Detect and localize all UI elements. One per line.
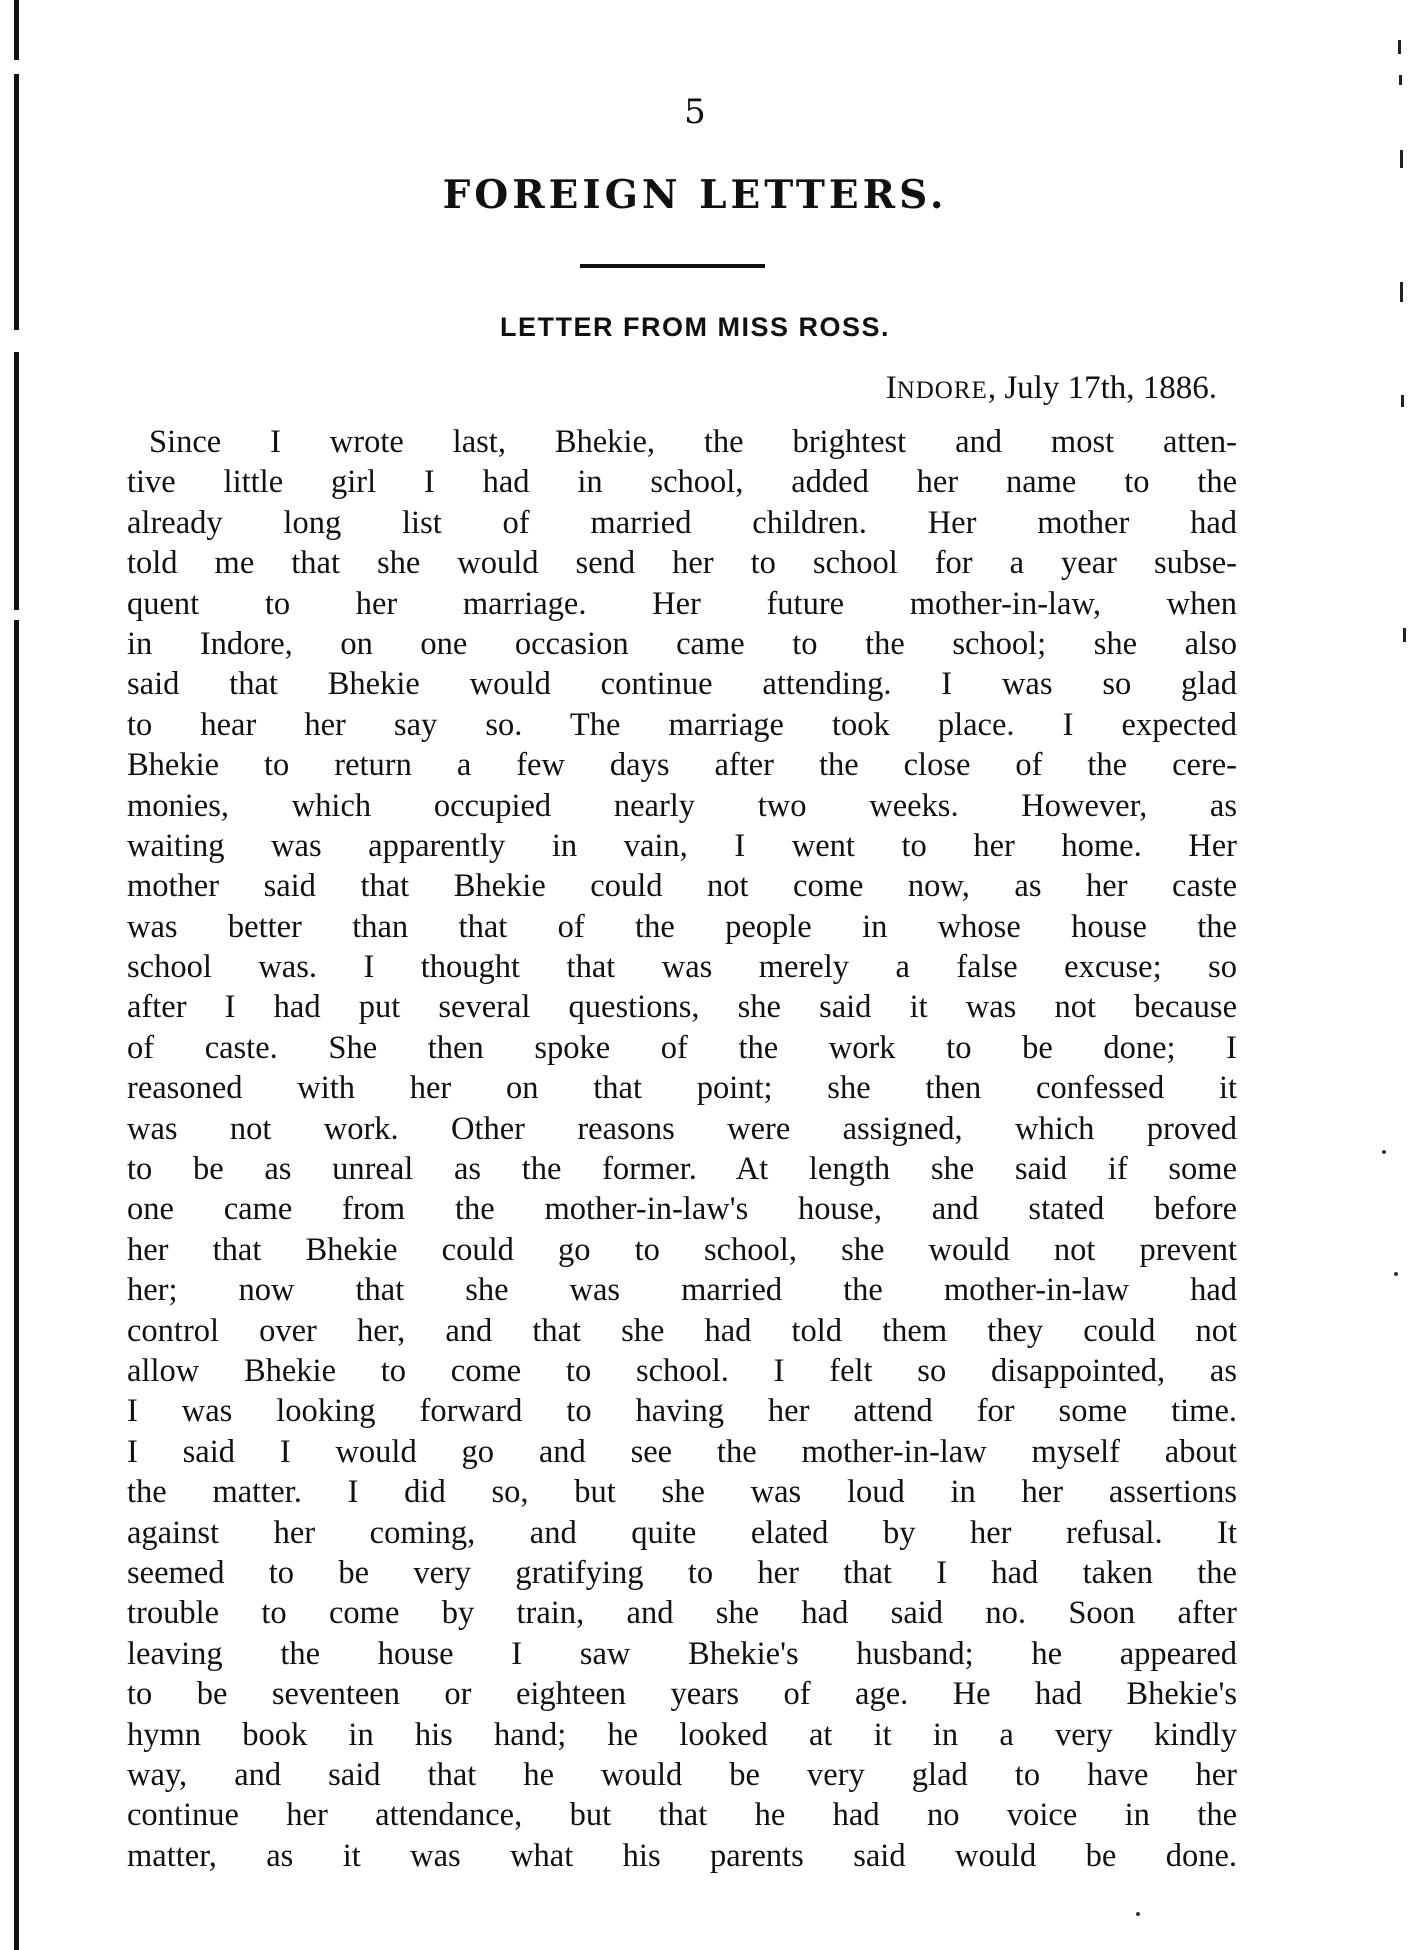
letter-dateline <box>886 370 1217 407</box>
right-edge-speck <box>1382 1150 1386 1154</box>
right-edge-speck <box>1399 75 1402 85</box>
right-edge-speck <box>1394 1272 1398 1276</box>
body-line: told me that she would send her to school for a year subse- <box>127 545 1237 582</box>
dateline-place-rest: NDORE <box>896 377 988 404</box>
body-line: matter, as it was what his parents said would be done. <box>127 1837 1237 1874</box>
right-edge-speck <box>1398 40 1401 54</box>
body-line: leaving the house I saw Bhekie's husband; he appeared <box>127 1635 1237 1672</box>
body-line: waiting was apparently in vain, I went to her home. Her <box>127 827 1237 864</box>
body-line: reasoned with her on that point; she then confessed it <box>127 1070 1237 1107</box>
body-line: her that Bhekie could go to school, she would not prevent <box>127 1231 1237 1268</box>
dateline-place-initial: I <box>885 370 897 406</box>
body-line: was better than that of the people in whose house the <box>127 908 1237 945</box>
body-line: seemed to be very gratifying to her that I had taken the <box>127 1554 1237 1591</box>
dateline-date: , July 17th, 1886. <box>987 370 1217 406</box>
body-line: already long list of married children. Her mother had <box>127 504 1237 541</box>
body-line: one came from the mother-in-law's house, and stated before <box>127 1191 1237 1228</box>
body-line: tive little girl I had in school, added her name to the <box>127 464 1237 501</box>
right-edge-speck <box>1403 628 1406 642</box>
page-speck <box>1136 1912 1140 1916</box>
body-line: hymn book in his hand; he looked at it in a very kindly <box>127 1716 1237 1753</box>
body-line: I was looking forward to having her attend for some time. <box>127 1393 1237 1430</box>
title-divider-rule <box>580 264 765 268</box>
page-number: 5 <box>684 92 706 132</box>
body-line: her; now that she was married the mother-in-law had <box>127 1272 1237 1309</box>
body-line: trouble to come by train, and she had said no. Soon after <box>127 1595 1237 1632</box>
letter-body <box>127 422 1237 1876</box>
body-line: school was. I thought that was merely a false excuse; so <box>127 949 1237 986</box>
section-title: FOREIGN LETTERS. <box>442 172 948 218</box>
body-line: against her coming, and quite elated by her refusal. It <box>127 1514 1237 1551</box>
right-edge-speck <box>1400 150 1403 168</box>
body-line: said that Bhekie would continue attending. I was so glad <box>127 666 1237 703</box>
body-line: control over her, and that she had told them they could not <box>127 1312 1237 1349</box>
body-line: to be seventeen or eighteen years of age. He had Bhekie's <box>127 1676 1237 1713</box>
body-line: way, and said that he would be very glad to have her <box>127 1756 1237 1793</box>
body-line: monies, which occupied nearly two weeks. However, as <box>127 787 1237 824</box>
body-line: quent to her marriage. Her future mother-in-law, when <box>127 585 1237 622</box>
body-line: the matter. I did so, but she was loud in her assertions <box>127 1474 1237 1511</box>
letter-heading: LETTER FROM MISS ROSS. <box>499 312 890 342</box>
body-line: was not work. Other reasons were assigned, which proved <box>127 1110 1237 1147</box>
body-line: in Indore, on one occasion came to the school; she also <box>127 625 1237 662</box>
body-line: I said I would go and see the mother-in-law myself about <box>127 1433 1237 1470</box>
right-edge-speck <box>1400 282 1403 302</box>
body-line: Bhekie to return a few days after the close of the cere- <box>127 747 1237 784</box>
spine-gap <box>12 610 21 620</box>
right-edge-speck <box>1401 395 1404 407</box>
body-line: allow Bhekie to come to school. I felt so disappointed, as <box>127 1352 1237 1389</box>
body-line: after I had put several questions, she said it was not because <box>127 989 1237 1026</box>
body-line: to hear her say so. The marriage took place. I expected <box>127 706 1237 743</box>
body-line: mother said that Bhekie could not come now, as her caste <box>127 868 1237 905</box>
body-line: Since I wrote last, Bhekie, the brightest and most atten- <box>149 424 1237 460</box>
body-line: continue her attendance, but that he had no voice in the <box>127 1797 1237 1834</box>
body-line: to be as unreal as the former. At length she said if some <box>127 1151 1237 1188</box>
body-line: of caste. She then spoke of the work to be done; I <box>127 1029 1237 1066</box>
page-spine-shadow <box>14 0 19 1950</box>
spine-gap <box>12 60 21 74</box>
